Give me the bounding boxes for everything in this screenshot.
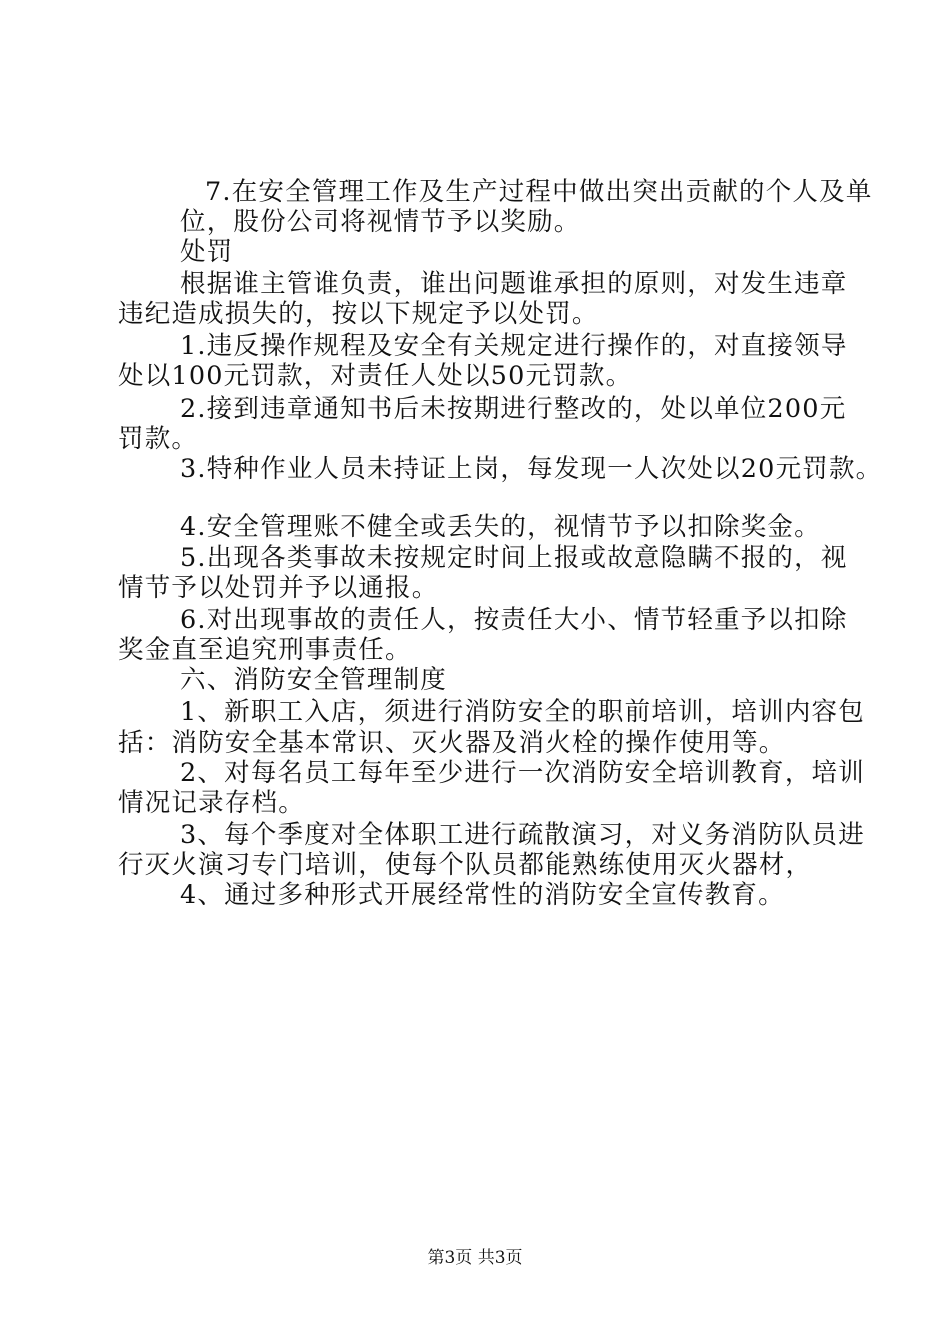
text-line: 1.违反操作规程及安全有关规定进行操作的，对直接领导: [180, 331, 848, 361]
text-line: 情节予以处罚并予以通报。: [118, 573, 439, 603]
page-number-footer: 第3页 共3页: [427, 1248, 523, 1268]
text-line: 3.特种作业人员未持证上岗，每发现一人次处以20元罚款。: [180, 454, 883, 484]
text-line: 7.在安全管理工作及生产过程中做出突出贡献的个人及单: [205, 177, 873, 207]
text-line: 3、每个季度对全体职工进行疏散演习，对义务消防队员进: [180, 820, 865, 850]
section-heading: 六、消防安全管理制度: [180, 665, 448, 695]
text-line: 2.接到违章通知书后未按期进行整改的，处以单位200元: [180, 394, 847, 424]
text-line: 行灭火演习专门培训，使每个队员都能熟练使用灭火器材，: [118, 850, 813, 880]
text-line: 括：消防安全基本常识、灭火器及消火栓的操作使用等。: [118, 728, 786, 758]
text-line: 5.出现各类事故未按规定时间上报或故意隐瞒不报的，视: [180, 543, 848, 573]
text-line: 4.安全管理账不健全或丢失的，视情节予以扣除奖金。: [180, 512, 821, 542]
text-line: 奖金直至追究刑事责任。: [118, 635, 412, 665]
text-line: 罚款。: [118, 424, 199, 454]
text-line: 违纪造成损失的，按以下规定予以处罚。: [118, 299, 599, 329]
text-line: 处以100元罚款，对责任人处以50元罚款。: [118, 361, 633, 391]
text-line: 4、通过多种形式开展经常性的消防安全宣传教育。: [180, 880, 785, 910]
text-line: 6.对出现事故的责任人，按责任大小、情节轻重予以扣除: [180, 605, 848, 635]
text-line: 2、对每名员工每年至少进行一次消防安全培训教育，培训: [180, 758, 865, 788]
section-heading: 处罚: [180, 237, 234, 267]
text-line: 1、新职工入店，须进行消防安全的职前培训，培训内容包: [180, 697, 865, 727]
text-line: 根据谁主管谁负责，谁出问题谁承担的原则，对发生违章: [180, 269, 848, 299]
text-line: 位，股份公司将视情节予以奖励。: [180, 207, 581, 237]
text-line: 情况记录存档。: [118, 788, 305, 818]
